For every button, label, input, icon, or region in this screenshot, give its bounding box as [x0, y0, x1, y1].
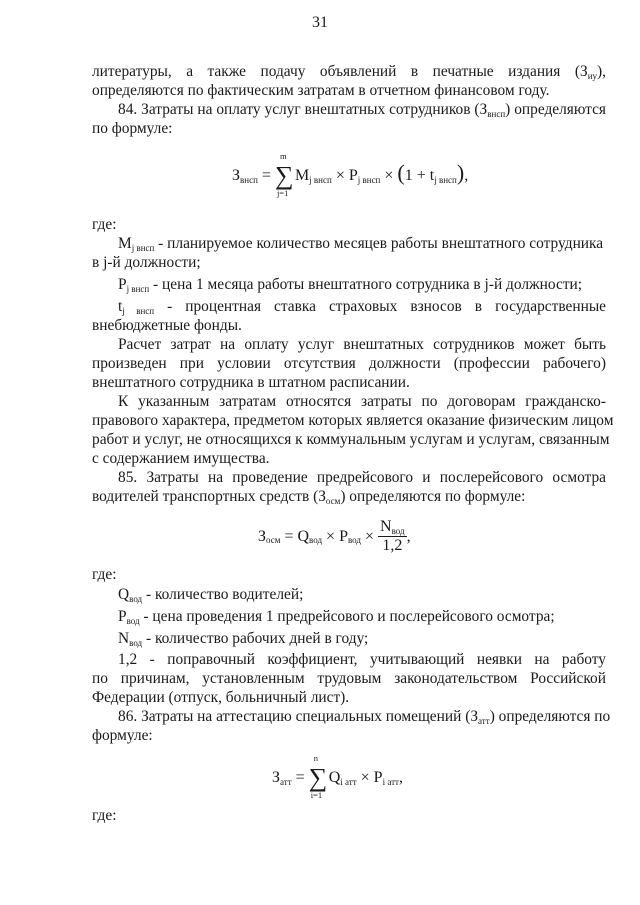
where-label: где:: [92, 216, 117, 233]
paragraph-line: по формуле:: [92, 120, 173, 137]
definition-m: Mj внсп - планируемое количество месяцев работы внештатного сотрудника: [118, 235, 604, 253]
definition-t-cont: внебюджетные фонды.: [92, 317, 242, 334]
where-label: где:: [92, 807, 117, 824]
definition-n: Nвод - количество рабочих дней в году;: [118, 630, 369, 648]
page-number: 31: [312, 14, 328, 31]
paragraph-line: литературы, а также подачу объявлений в печатные издания (Зиу),: [92, 63, 606, 81]
paragraph-86-heading: 86. Затраты на аттестацию специальных помещений (Затт) определяются по: [118, 708, 611, 726]
definition-p-vod: Pвод - цена проведения 1 предрейсового и послерейсового осмотра;: [118, 608, 555, 626]
paragraph-85-heading: 85. Затраты на проведение предрейсового и послерейсового осмотра: [118, 469, 606, 486]
where-label: где:: [92, 566, 117, 583]
paragraph-line: произведен при условии отсутствия должности (профессии рабочего): [92, 355, 606, 372]
paragraph-line: Расчет затрат на оплату услуг внештатных сотрудников может быть: [118, 336, 606, 353]
formula-attestaciya: Затт = n ∑ i=1 Qi атт × Pi атт,: [272, 753, 403, 800]
definition-t: tj внсп - процентная ставка страховых взносов в государственные: [118, 298, 606, 316]
paragraph-line: правового характера, предметом которых является оказание физическим лицом: [92, 412, 614, 429]
definition-q: Qвод - количество водителей;: [118, 586, 304, 604]
definition-m-cont: в j-й должности;: [92, 254, 201, 271]
paragraph-line: работ и услуг, не относящихся к коммунальным услугам и услугам, связанным: [92, 431, 610, 448]
paragraph-line: К указанным затратам относятся затраты по договорам гражданско-: [118, 393, 606, 410]
paragraph-line: Федерации (отпуск, больничный лист).: [92, 689, 350, 706]
paragraph-84-heading: 84. Затраты на оплату услуг внештатных сотрудников (Звнсп) определяются: [118, 101, 606, 119]
paragraph-line: формуле:: [92, 727, 153, 744]
coefficient-line: 1,2 - поправочный коэффициент, учитывающий неявки на работу: [118, 651, 606, 668]
paragraph-line: с содержанием имущества.: [92, 450, 270, 467]
formula-vnesht: Звнсп = m ∑ j=1 Mj внсп × Pj внсп × (1 + tj внсп),: [232, 151, 469, 199]
paragraph-line: по причинам, установленным трудовым законодательством Российской: [92, 670, 606, 687]
formula-osmotr: Зосм = Qвод × Pвод × $\frac{\text{Nвод}}{1,2}$ ,: [258, 518, 411, 554]
paragraph-line: водителей транспортных средств (Зосм) определяются по формуле:: [92, 488, 526, 506]
paragraph-line: внештатного сотрудника в штатном расписании.: [92, 374, 410, 391]
paragraph-line: определяются по фактическим затратам в отчетном финансовом году.: [92, 82, 550, 99]
definition-p: Pj внсп - цена 1 месяца работы внештатного сотрудника в j-й должности;: [118, 276, 583, 294]
